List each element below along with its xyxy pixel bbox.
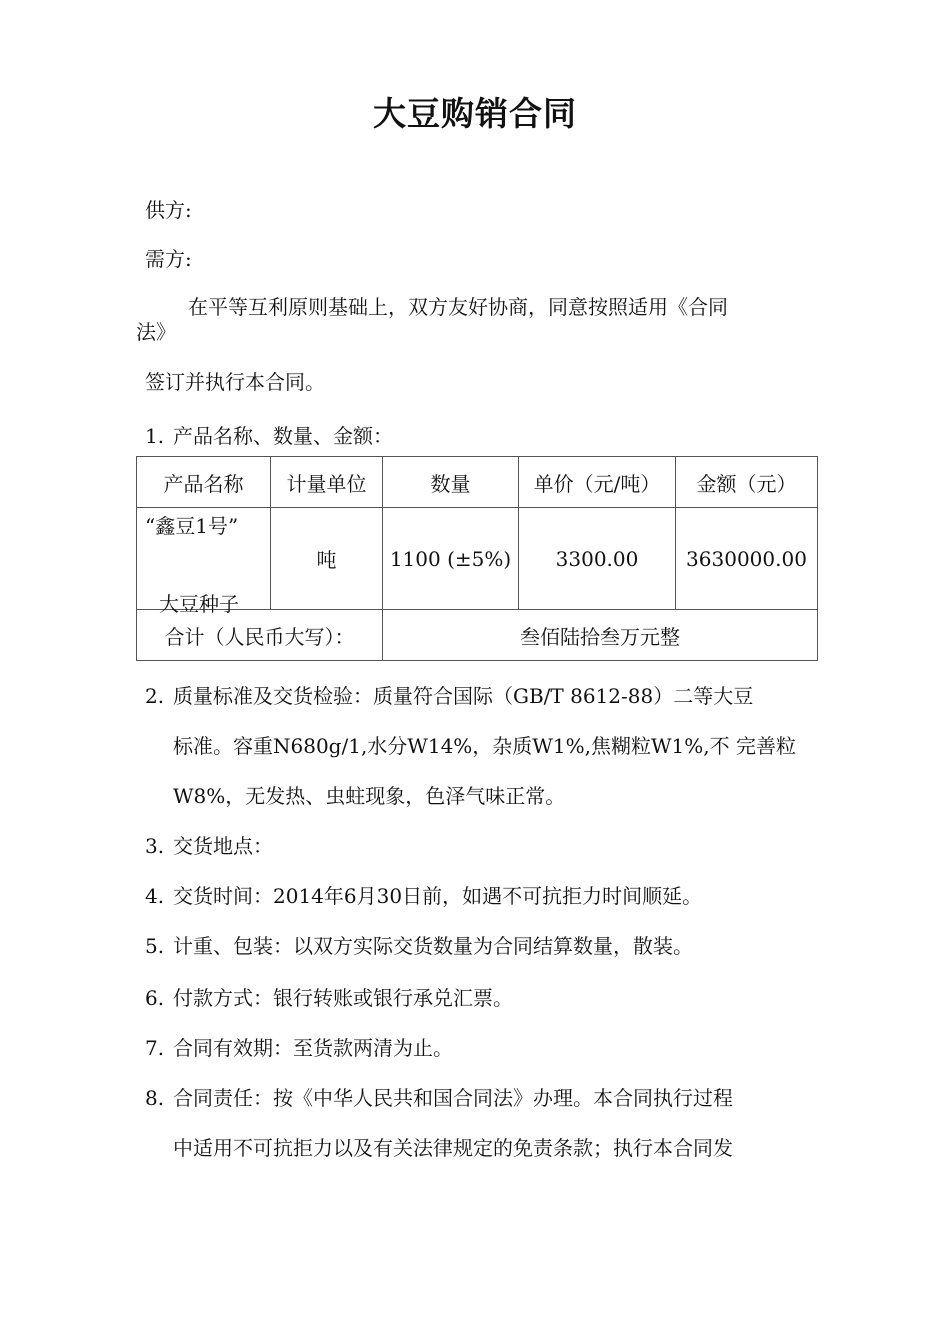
clause-5 [145, 930, 693, 959]
clause-number: 4. [145, 884, 165, 908]
header-unit-price: 单价（元/吨） [519, 457, 676, 508]
total-label: 合计（人民币大写）： [137, 610, 383, 661]
clause-number: 3. [145, 834, 165, 858]
clause-number: 1. [145, 424, 165, 448]
clause-text: 付款方式：银行转账或银行承兑汇票。 [173, 986, 513, 1010]
clause-number: 8. [145, 1086, 165, 1110]
header-unit: 计量单位 [271, 457, 383, 508]
clause-2 [145, 680, 753, 709]
clause-text: 产品名称、数量、金额： [173, 424, 393, 448]
clause-3 [145, 830, 273, 859]
cell-unit: 吨 [271, 508, 383, 610]
cell-unit-price: 3300.00 [519, 508, 676, 610]
clause-4 [145, 880, 702, 909]
cell-quantity: 1100 (±5%) [383, 508, 519, 610]
buyer-label: 需方: [145, 247, 192, 271]
supplier-label: 供方: [145, 198, 192, 222]
clause-number: 2. [145, 684, 165, 708]
clause-8 [145, 1082, 733, 1111]
clause-text: 交货时间：2014年6月30日前，如遇不可抗拒力时间顺延。 [173, 884, 703, 908]
clause-text: 质量标准及交货检验：质量符合国际（GB/T 8612-88）二等大豆 [173, 684, 754, 708]
clause-number: 5. [145, 934, 165, 958]
intro-line-1: 在平等互利原则基础上，双方友好协商，同意按照适用《合同 [188, 295, 728, 319]
clause-1 [145, 420, 393, 449]
clause-number: 6. [145, 986, 165, 1010]
cell-amount: 3630000.00 [676, 508, 818, 610]
table-row [137, 508, 818, 610]
clause-text: 合同有效期：至货款两清为止。 [173, 1036, 453, 1060]
intro-line-3: 签订并执行本合同。 [145, 370, 325, 394]
clause-6 [145, 982, 513, 1011]
header-quantity: 数量 [383, 457, 519, 508]
clause-number: 7. [145, 1036, 165, 1060]
clause-text: 计重、包装：以双方实际交货数量为合同结算数量，散装。 [173, 934, 693, 958]
total-value: 叁佰陆拾叁万元整 [383, 610, 818, 661]
clause-8-line-2: 中适用不可抗拒力以及有关法律规定的免责条款；执行本合同发 [173, 1136, 733, 1160]
document-title: 大豆购销合同 [373, 94, 577, 133]
header-amount: 金额（元） [676, 457, 818, 508]
header-product-name: 产品名称 [137, 457, 271, 508]
product-name-line-2: 大豆种子 [159, 592, 239, 616]
intro-line-2: 法》 [136, 320, 176, 344]
clause-7 [145, 1032, 453, 1061]
table-total-row [137, 610, 818, 661]
clause-text: 合同责任：按《中华人民共和国合同法》办理。本合同执行过程 [173, 1086, 733, 1110]
clause-2-line-2: 标准。容重N680g/1,水分W14%，杂质W1%,焦糊粒W1%,不 完善粒 [173, 734, 796, 758]
product-table [136, 456, 818, 661]
cell-product-name [137, 508, 271, 616]
clause-text: 交货地点： [173, 834, 273, 858]
table-header-row [137, 457, 818, 508]
product-name-line-1: “鑫豆1号” [145, 514, 239, 538]
clause-2-line-3: W8%，无发热、虫蛀现象，色泽气味正常。 [173, 784, 566, 808]
